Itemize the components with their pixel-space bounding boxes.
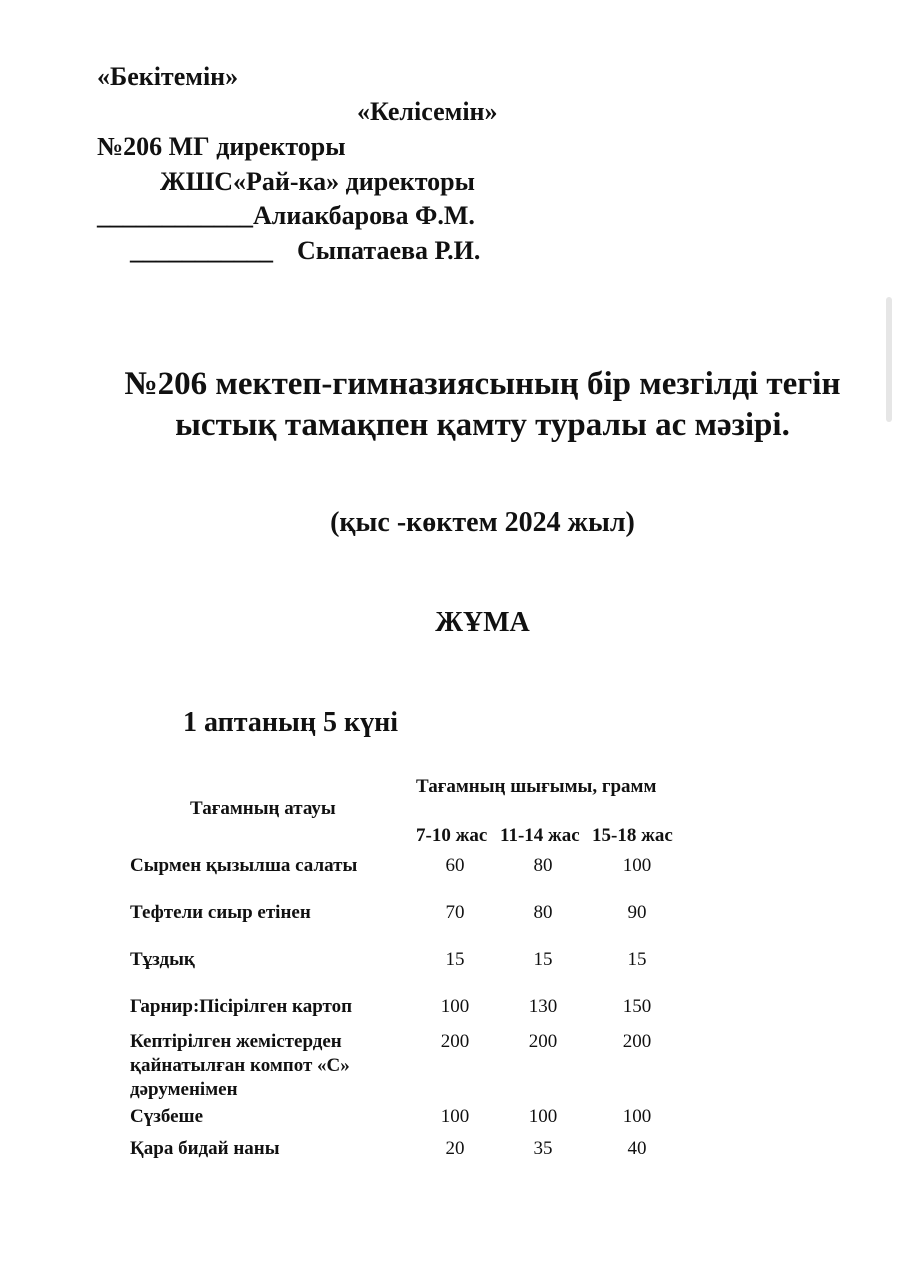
signer-name: Сыпатаева Р.И. bbox=[297, 236, 481, 265]
dish-value: 20 bbox=[445, 1138, 465, 1159]
output-header: Тағамның шығымы, грамм bbox=[416, 776, 657, 797]
dish-name: Кептірілген жемістерден қайнатылған компот «С» дәруменімен bbox=[130, 1031, 350, 1100]
signature-block-1 bbox=[97, 201, 475, 231]
age-group-header: 11-14 жас bbox=[500, 825, 580, 846]
vertical-scrollbar[interactable] bbox=[886, 297, 892, 422]
dish-value: 200 bbox=[622, 1031, 652, 1052]
dish-value: 15 bbox=[627, 949, 647, 970]
dish-value: 100 bbox=[622, 1106, 652, 1127]
school-director-title: №206 МГ директоры bbox=[97, 132, 346, 161]
dish-name-header: Тағамның атауы bbox=[190, 798, 336, 819]
approval-label: «Бекітемін» bbox=[97, 62, 239, 91]
dish-value: 100 bbox=[622, 855, 652, 876]
age-group-header: 15-18 жас bbox=[592, 825, 673, 846]
document-title: №206 мектеп-гимназиясының бір мезгілді тегін ыстық тамақпен қамту туралы ас мәзірі. bbox=[124, 366, 841, 443]
dish-name: Гарнир:Пісірілген картоп bbox=[130, 996, 353, 1017]
dish-value: 70 bbox=[445, 902, 465, 923]
signature-line: ____________ bbox=[97, 201, 253, 230]
dish-value: 200 bbox=[440, 1031, 470, 1052]
dish-name: Тұздық bbox=[130, 949, 195, 970]
week-day-heading: 1 аптаның 5 күні bbox=[183, 707, 399, 738]
dish-value: 15 bbox=[533, 949, 553, 970]
company-director-title: ЖШС«Рай-ка» директоры bbox=[160, 167, 475, 196]
weekday-heading: ЖҰМА bbox=[435, 607, 530, 638]
dish-name: Қара бидай наны bbox=[130, 1138, 280, 1159]
dish-value: 100 bbox=[528, 1106, 558, 1127]
dish-value: 80 bbox=[533, 902, 553, 923]
dish-value: 150 bbox=[622, 996, 652, 1017]
dish-value: 35 bbox=[533, 1138, 553, 1159]
dish-name: Тефтели сиыр етінен bbox=[130, 902, 311, 923]
age-group-header: 7-10 жас bbox=[416, 825, 488, 846]
dish-value: 15 bbox=[445, 949, 465, 970]
signature-line: ___________ bbox=[130, 236, 273, 265]
dish-value: 100 bbox=[440, 1106, 470, 1127]
dish-value: 40 bbox=[627, 1138, 647, 1159]
dish-value: 80 bbox=[533, 855, 553, 876]
dish-value: 90 bbox=[627, 902, 647, 923]
dish-name: Сырмен қызылша салаты bbox=[130, 855, 358, 876]
dish-value: 60 bbox=[445, 855, 465, 876]
dish-name: Сүзбеше bbox=[130, 1106, 204, 1127]
dish-value: 130 bbox=[528, 996, 558, 1017]
signature-block-2 bbox=[130, 236, 480, 266]
dish-value: 200 bbox=[528, 1031, 558, 1052]
season-subtitle: (қыс -көктем 2024 жыл) bbox=[330, 507, 635, 538]
signer-name: Алиакбарова Ф.М. bbox=[253, 201, 475, 230]
agreement-label: «Келісемін» bbox=[357, 97, 498, 126]
dish-value: 100 bbox=[440, 996, 470, 1017]
